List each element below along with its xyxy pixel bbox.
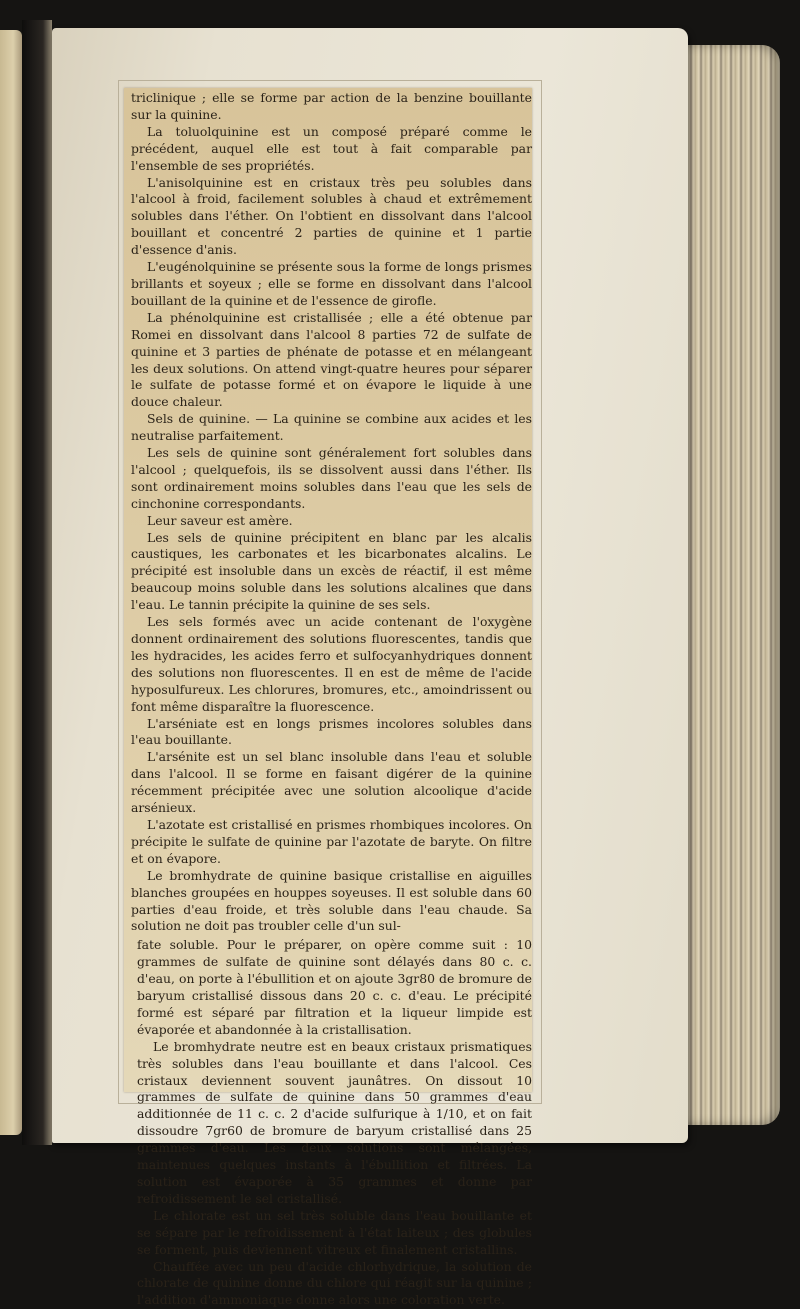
paragraph: Le chlorate est un sel très soluble dans l'eau bouillante et se sépare par le refroidissement à l'état laiteux ; des globules se forment, puis deviennent vitreux et finalement cristallins. xyxy=(137,1207,532,1257)
paragraph: L'eugénolquinine se présente sous la forme de longs prismes brillants et soyeux ; elle se forme en dissolvant dans l'alcool bouillant de la quinine et de l'essence de girofle. xyxy=(131,259,532,308)
paragraph: Le bromhydrate de quinine basique cristallise en aiguilles blanches groupées en houppes soyeuses. Il est soluble dans 60 parties d'eau froide, et très soluble dans l'eau chaude. Sa solution ne doit pas troubler celle d'un sul- xyxy=(131,867,532,934)
paragraph: triclinique ; elle se forme par action de la benzine bouillante sur la quinine. xyxy=(131,90,532,122)
paragraph: L'anisolquinine est en cristaux très peu solubles dans l'alcool à froid, facilement solubles à chaud et extrêmement solubles dans l'éther. On l'obtient en dissolvant dans l'alcool bouillant et concentré 2 parties de quinine et 1 partie d'essence d'anis. xyxy=(131,174,532,258)
paragraph: fate soluble. Pour le préparer, on opère comme suit : 10 grammes de sulfate de quinine sont délayés dans 80 c. c. d'eau, on porte à l'ébullition et on ajoute 3gr80 de bromure de baryum cristallisé dissous dans 20 c. c. d'eau. Le précipité formé est séparé par filtration et la liqueur limpide est évaporée et abandonnée à la cristallisation. xyxy=(137,937,532,1037)
paragraph: L'arséniate est en longs prismes incolores solubles dans l'eau bouillante. xyxy=(131,715,532,748)
paragraph: Chauffée avec un peu d'acide chlorhydrique, la solution de chlorate de quinine donne du chlore qui réagit sur la quinine ; l'addition d'ammoniaque donne alors une coloration verte. xyxy=(137,1258,532,1308)
paragraph: Les sels de quinine sont généralement fort solubles dans l'alcool ; quelquefois, ils se dissolvent aussi dans l'éther. Ils sont ordinairement moins solubles dans l'eau que les sels de cinchonine correspondants. xyxy=(131,445,532,511)
paragraph: L'azotate est cristallisé en prismes rhombiques incolores. On précipite le sulfate de quinine par l'azotate de baryte. On filtre et on évapore. xyxy=(131,816,532,866)
left-page-edge xyxy=(0,30,22,1135)
page-edges xyxy=(676,45,780,1125)
paragraph: Les sels de quinine précipitent en blanc par les alcalis caustiques, les carbonates et les bicarbonates alcalins. Le précipité est insoluble dans un excès de réactif, il est même beaucoup moins soluble dans les solutions alcalines que dans l'eau. Le tannin précipite la quinine de ses sels. xyxy=(131,529,532,613)
paragraph: La toluolquinine est un composé préparé comme le précédent, auquel elle est tout à fait comparable par l'ensemble de ses propriétés. xyxy=(131,123,532,173)
paragraph: Sels de quinine. — La quinine se combine aux acides et les neutralise parfaitement. xyxy=(131,411,532,444)
text-block-lower xyxy=(131,937,532,1309)
book-spine xyxy=(22,20,52,1145)
paragraph: La phénolquinine est cristallisée ; elle a été obtenue par Romei en dissolvant dans l'alcool 8 parties 72 de sulfate de quinine et 3 parties de phénate de potasse et en mélangeant les deux solutions. On attend vingt-quatre heures pour séparer le sulfate de potasse formé et on évapore le liquide à une douce chaleur. xyxy=(131,309,532,410)
paragraph: Les sels formés avec un acide contenant de l'oxygène donnent ordinairement des solutions fluorescentes, tandis que les hydracides, les acides ferro et sulfocyanhydriques donnent des solutions non fluorescentes. Il en est de même de l'acide hyposulfureux. Les chlorures, bromures, etc., amoindrissent ou font même disparaître la fluorescence. xyxy=(131,614,532,714)
paragraph: Leur saveur est amère. xyxy=(147,512,293,528)
paragraph: Le bromhydrate neutre est en beaux cristaux prismatiques très solubles dans l'eau bouillante et dans l'alcool. Ces cristaux deviennent souvent jaunâtres. On dissout 10 grammes de sulfate de quinine dans 50 grammes d'eau additionnée de 11 c. c. 2 d'acide sulfurique à 1/10, et on fait dissoudre 7gr60 de bromure de baryum cristallisé dans 25 grammes d'eau. Les deux solutions sont mélangées, maintenues quelques instants à l'ébullition et filtrées. La solution est évaporée à 35 grammes et donne par refroidissement le sel cristallisé. xyxy=(137,1038,532,1206)
paragraph: L'arsénite est un sel blanc insoluble dans l'eau et soluble dans l'alcool. Il se forme en faisant digérer de la quinine récemment précipitée avec une solution alcoolique d'acide arsénieux. xyxy=(131,749,532,816)
clipping-text xyxy=(131,90,532,1309)
text-block-upper xyxy=(131,90,532,935)
